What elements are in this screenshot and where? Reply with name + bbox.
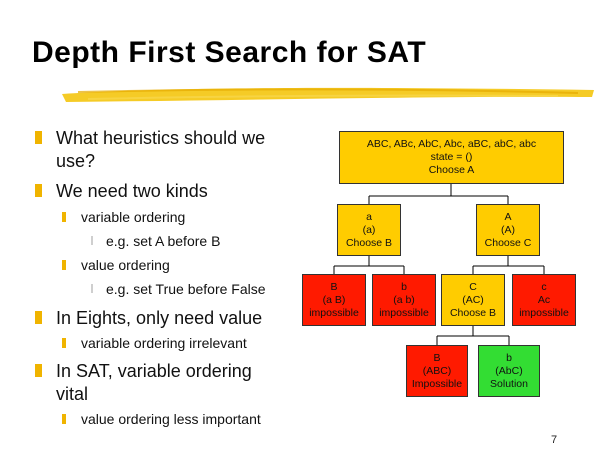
node-line: A — [504, 210, 512, 223]
node-line: (a) — [362, 223, 376, 236]
tree-node-aB — [302, 274, 366, 326]
bullet-text: We need two kinds — [56, 181, 208, 201]
page-number: 7 — [551, 434, 558, 446]
node-line: (a b) — [393, 293, 415, 306]
tree-node-ABC — [406, 345, 468, 397]
node-line: b — [506, 351, 512, 364]
node-line: B — [433, 351, 441, 364]
bullet-text: value ordering less important — [81, 411, 261, 427]
node-line: B — [330, 280, 338, 293]
node-line: impossible — [379, 306, 429, 319]
bullet-text: variable ordering irrelevant — [81, 335, 247, 351]
bullet-text: e.g. set A before B — [106, 233, 221, 249]
edge-AC-children — [437, 326, 509, 345]
edge-a-children — [334, 256, 404, 274]
node-line: (AbC) — [495, 364, 523, 377]
node-line: Choose B — [449, 306, 497, 319]
node-line: Choose C — [484, 236, 532, 249]
node-line: (AC) — [462, 293, 484, 306]
node-line: impossible — [519, 306, 569, 319]
node-line: Ac — [537, 293, 551, 306]
tree-node-AbC — [478, 345, 540, 397]
edge-root-children — [369, 184, 508, 204]
node-line: Choose B — [345, 236, 393, 249]
bullet-text: use? — [56, 151, 96, 171]
bullet-text: variable ordering — [81, 209, 186, 225]
bullet-text: vital — [56, 384, 89, 404]
tree-node-AC — [441, 274, 505, 326]
bullet-text: What heuristics should we — [56, 128, 266, 148]
node-line: Impossible — [411, 377, 463, 390]
bullet-text: In Eights, only need value — [56, 308, 263, 328]
node-line: (A) — [501, 223, 515, 236]
tree-node-a — [337, 204, 401, 256]
tree-node-Ac — [512, 274, 576, 326]
node-line: Solution — [490, 377, 528, 390]
node-line: state = () — [430, 151, 473, 163]
slide-title: Depth First Search for SAT — [32, 36, 427, 69]
node-line: a — [366, 210, 372, 223]
node-line: C — [469, 280, 477, 293]
edge-A-children — [473, 256, 544, 274]
bullet-text: In SAT, variable ordering — [56, 361, 252, 381]
node-line: b — [401, 280, 407, 293]
node-line: (ABC) — [422, 364, 452, 377]
tree-node-A — [476, 204, 540, 256]
node-line: c — [541, 280, 547, 293]
node-line: (a B) — [322, 293, 346, 306]
tree-node-ab — [372, 274, 436, 326]
tree-node-root — [339, 131, 564, 184]
bullet-text: e.g. set True before False — [106, 281, 266, 297]
node-line: impossible — [309, 306, 359, 319]
bullet-text: value ordering — [81, 257, 170, 273]
node-line: Choose A — [428, 164, 475, 176]
node-line: ABC, ABc, AbC, Abc, aBC, abC, abc — [366, 138, 537, 150]
